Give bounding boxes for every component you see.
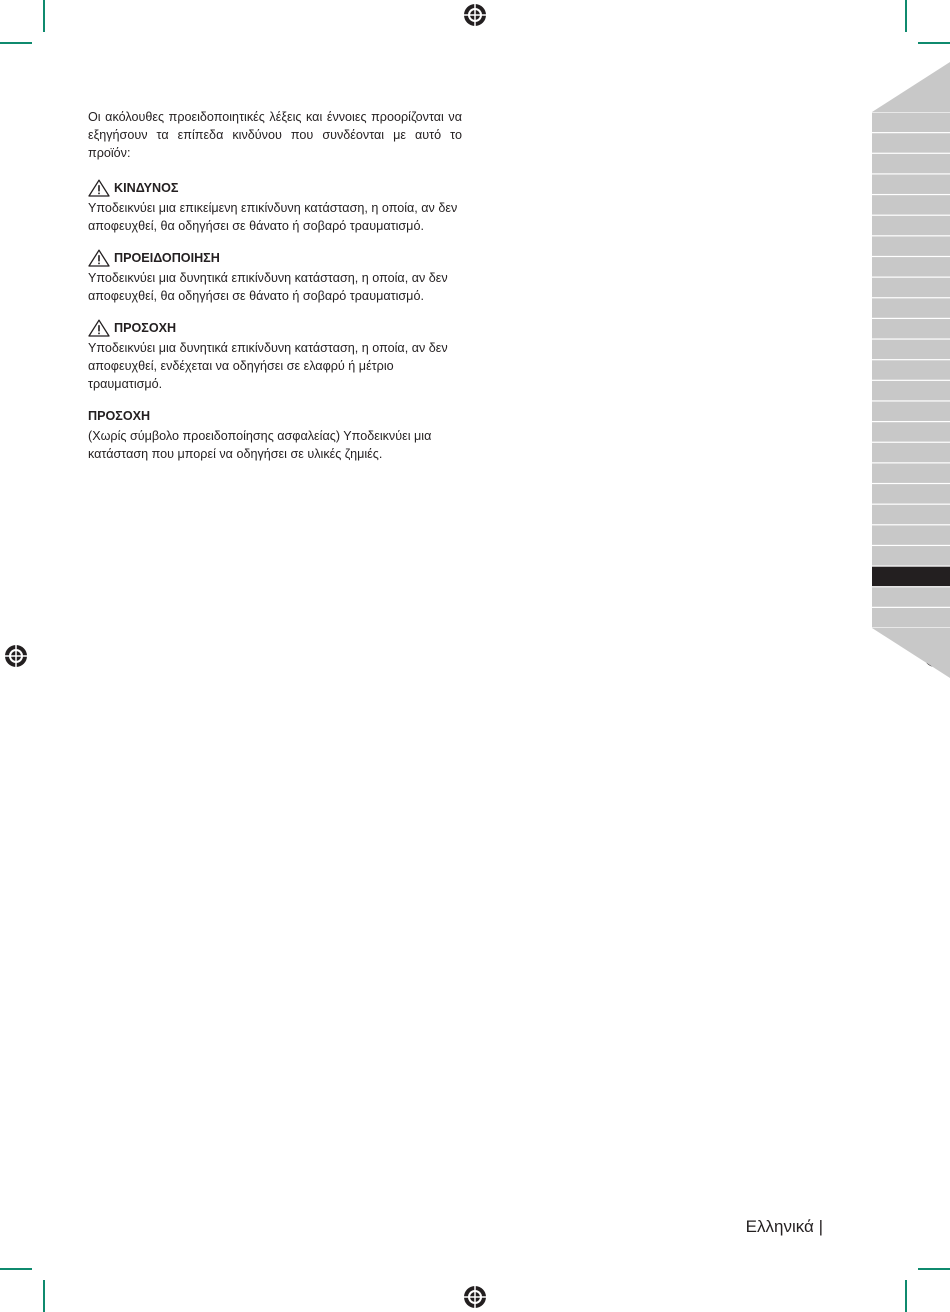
signal-title: ΚΙΝΔΥΝΟΣ: [114, 181, 179, 195]
registration-mark-icon: [4, 644, 28, 668]
tab-strip-bottom-cap: [872, 628, 950, 678]
language-tab: [872, 463, 950, 482]
language-tab-strip: [872, 62, 950, 678]
signal-heading: [88, 319, 462, 337]
crop-mark-bottom-right-horizontal: [918, 1268, 950, 1270]
language-tab: [872, 319, 950, 338]
warning-triangle-icon: [88, 179, 110, 197]
signal-title: ΠΡΟΕΙΔΟΠΟΙΗΣΗ: [114, 251, 220, 265]
safety-signal-words: [88, 108, 462, 477]
signal-title: ΠΡΟΣΟΧΗ: [114, 321, 177, 335]
crop-mark-bottom-left-horizontal: [0, 1268, 32, 1270]
language-tab: [872, 381, 950, 400]
language-tab: [872, 133, 950, 152]
language-tab: [872, 587, 950, 606]
crop-mark-top-left-vertical: [43, 0, 45, 32]
signal-caution: [88, 319, 462, 393]
signal-notice: [88, 407, 462, 463]
crop-mark-top-right-horizontal: [918, 42, 950, 44]
crop-mark-top-left-horizontal: [0, 42, 32, 44]
tab-strip-top-cap: [872, 62, 950, 112]
language-tab: [872, 402, 950, 421]
language-tab: [872, 278, 950, 297]
footer-language-label: Ελληνικά |: [745, 1217, 823, 1236]
signal-title: ΠΡΟΣΟΧΗ: [88, 409, 151, 423]
signal-heading: [88, 407, 462, 425]
warning-triangle-icon: [88, 319, 110, 337]
language-tab: [872, 505, 950, 524]
signal-description: Υποδεικνύει μια επικείμενη επικίνδυνη κατάσταση, η οποία, αν δεν αποφευχθεί, θα οδηγήσει σε θάνατο ή σοβαρό τραυματισμό.: [88, 201, 458, 233]
language-tab: [872, 154, 950, 173]
language-tab: [872, 484, 950, 503]
language-tab: [872, 340, 950, 359]
signal-description: Υποδεικνύει μια δυνητικά επικίνδυνη κατάσταση, η οποία, αν δεν αποφευχθεί, θα οδηγήσει σε θάνατο ή σοβαρό τραυματισμό.: [88, 271, 448, 303]
language-tab: [872, 113, 950, 132]
language-tab: [872, 298, 950, 317]
crop-mark-bottom-right-vertical: [905, 1280, 907, 1312]
language-tab: [872, 546, 950, 565]
language-tab: [872, 608, 950, 627]
registration-mark-icon: [463, 1285, 487, 1309]
language-tab-active: [872, 567, 950, 586]
signal-heading: [88, 179, 462, 197]
language-tab: [872, 175, 950, 194]
signal-warning: [88, 249, 462, 305]
language-tab: [872, 443, 950, 462]
signal-description: Υποδεικνύει μια δυνητικά επικίνδυνη κατάσταση, η οποία, αν δεν αποφευχθεί, ενδέχεται να οδηγήσει σε ελαφρύ ή μέτριο τραυματισμό.: [88, 341, 448, 391]
signal-danger: [88, 179, 462, 235]
language-tab: [872, 257, 950, 276]
signal-heading: [88, 249, 462, 267]
signal-description: (Χωρίς σύμβολο προειδοποίησης ασφαλείας) Υποδεικνύει μια κατάσταση που μπορεί να οδηγήσει σε υλικές ζημιές.: [88, 429, 432, 461]
intro-paragraph: Οι ακόλουθες προειδοποιητικές λέξεις και έννοιες προορίζονται να εξηγήσουν τα επίπεδα κινδύνου που συνδέονται με αυτό το προϊόν:: [88, 110, 462, 160]
registration-mark-icon: [463, 3, 487, 27]
language-tab-strip-graphic: [872, 62, 950, 678]
language-tab: [872, 216, 950, 235]
language-tab: [872, 422, 950, 441]
crop-mark-top-right-vertical: [905, 0, 907, 32]
language-tab: [872, 195, 950, 214]
warning-triangle-icon: [88, 249, 110, 267]
language-tab: [872, 360, 950, 379]
language-tab: [872, 525, 950, 544]
language-tab: [872, 236, 950, 255]
crop-mark-bottom-left-vertical: [43, 1280, 45, 1312]
